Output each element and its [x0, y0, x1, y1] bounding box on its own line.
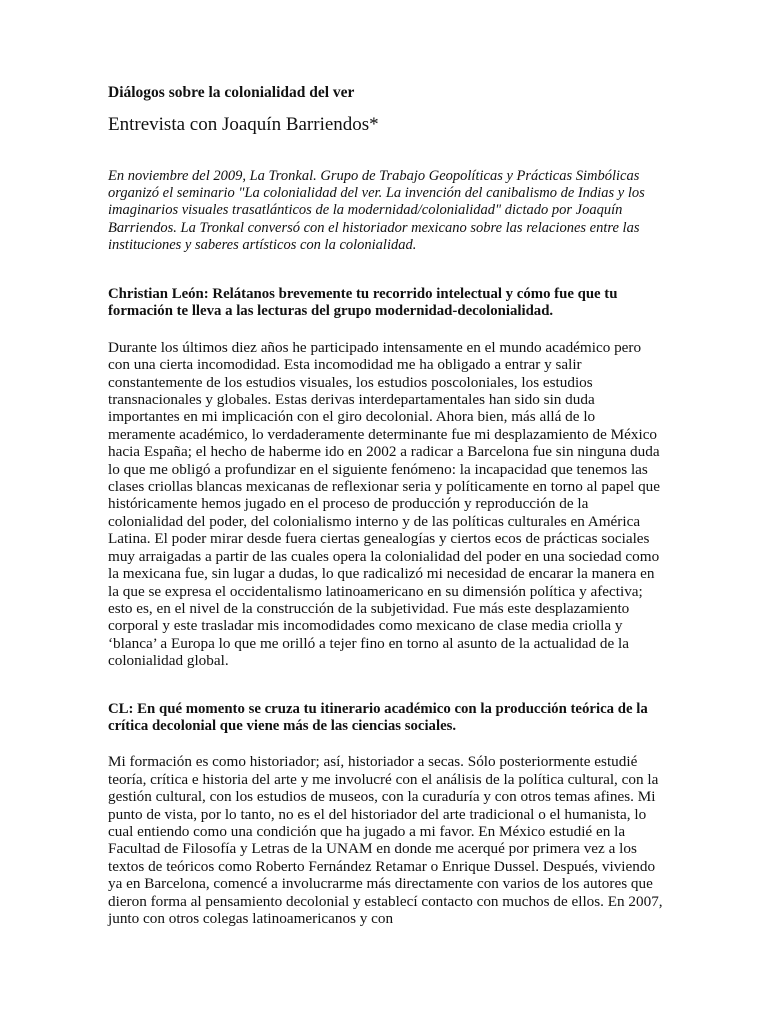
question-2: CL: En qué momento se cruza tu itinerario académico con la producción teórica de la crítica decolonial que viene más de las ciencias sociales.	[108, 700, 648, 734]
answer-1: Durante los últimos diez años he participado intensamente en el mundo académico pero con una cierta incomodidad. Esta incomodidad me ha obligado a entrar y salir constantemente de los estudios visuales, los estudios poscoloniales, los estudios transnacionales y globales. Estas derivas interdepartamentales han sido sin duda importantes en mi implicación con el giro decolonial. Ahora bien, más allá de lo meramente académico, lo verdaderamente determinante fue mi desplazamiento de México hacia España; el hecho de haberme ido en 2002 a radicar a Barcelona fue sin ninguna duda lo que me obligó a profundizar en el siguiente fenómeno: la incapacidad que tenemos las clases criollas blancas mexicanas de reflexionar seria y políticamente en torno al papel que históricamente hemos jugado en el proceso de producción y reproducción de la colonialidad del poder, del colonialismo interno y de las políticas culturales en América Latina. El poder mirar desde fuera ciertas genealogías y ciertos ecos de prácticas sociales muy arraigadas a partir de las cuales opera la colonialidad del poder en una sociedad como la mexicana fue, sin lugar a dudas, lo que radicalizó mi necesidad de encarar la manera en la que se expresa el occidentalismo latinoamericano en su dimensión política y afectiva; esto es, en el nivel de la construcción de la subjetividad. Fue más este desplazamiento corporal y este trasladar mis incomodidades como mexicano de clase media criolla y ‘blanca’ a Europa lo que me orilló a tejer fino en torno al asunto de la actualidad de la colonialidad global.	[108, 338, 661, 670]
document-subtitle: Entrevista con Joaquín Barriendos*	[108, 114, 379, 135]
answer-2: Mi formación es como historiador; así, historiador a secas. Sólo posteriormente estudié teoría, crítica e historia del arte y me involucré con el análisis de la política cultural, con la gestión cultural, con los estudios de museos, con la curaduría y con otros temas afines. Mi punto de vista, por lo tanto, no es el del historiador del arte tradicional o el humanista, lo cual entiendo como una condición que ha jugado a mi favor. En México estudié en la Facultad de Filosofía y Letras de la UNAM en donde me acerqué por primera vez a los textos de teóricos como Roberto Fernández Retamar o Enrique Dussel. Después, viviendo ya en Barcelona, comencé a involucrarme más directamente con varios de los autores que dieron forma al pensamiento decolonial y establecí contacto con muchos de ellos. En 2007, junto con otros colegas latinoamericanos y con	[108, 753, 663, 928]
document-title: Diálogos sobre la colonialidad del ver	[108, 84, 355, 101]
question-1: Christian León: Relátanos brevemente tu recorrido intelectual y cómo fue que tu formación te lleva a las lecturas del grupo modernidad-decolonialidad.	[108, 286, 618, 320]
document-page	[108, 82, 664, 927]
intro-paragraph: En noviembre del 2009, La Tronkal. Grupo de Trabajo Geopolíticas y Prácticas Simbólicas organizó el seminario "La colonialidad del ver. La invención del canibalismo de Indias y los imaginarios visuales trasatlánticos de la modernidad/colonialidad" dictado por Joaquín Barriendos. La Tronkal conversó con el historiador mexicano sobre las relaciones entre las instituciones y saberes artísticos con la colonialidad.	[108, 168, 645, 253]
